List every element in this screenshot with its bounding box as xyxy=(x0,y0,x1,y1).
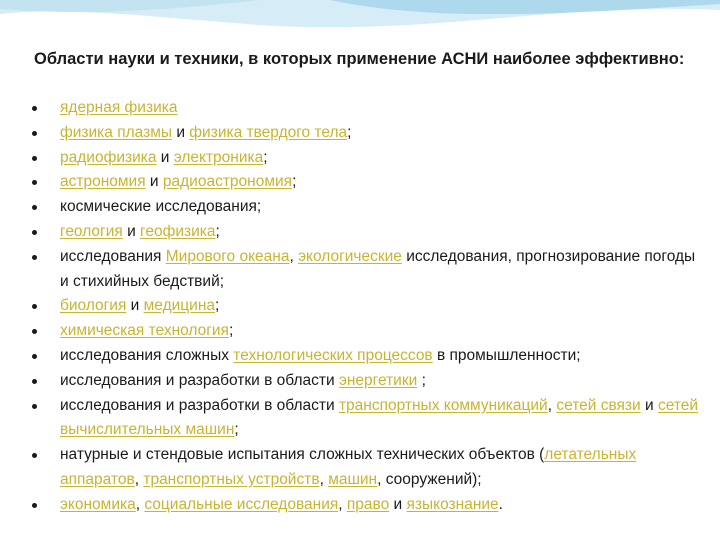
topic-link[interactable]: транспортных устройств xyxy=(143,470,320,488)
list-item xyxy=(32,294,702,319)
item-text: и xyxy=(122,222,141,240)
bullet-icon xyxy=(32,354,37,359)
bullet-icon xyxy=(32,255,37,260)
topic-link[interactable]: право xyxy=(346,495,390,513)
bullet-icon xyxy=(32,230,37,235)
topic-link[interactable]: геофизика xyxy=(140,222,216,240)
item-text: космические исследования; xyxy=(60,198,262,216)
bullet-icon xyxy=(32,205,37,210)
item-text: исследования, прогнозирование погоды и стихийных бедствий; xyxy=(60,247,696,290)
list-item xyxy=(32,369,702,394)
item-text: ; xyxy=(215,297,220,315)
item-text: и xyxy=(172,123,190,141)
item-text: и xyxy=(126,297,144,315)
topic-link[interactable]: физика плазмы xyxy=(60,123,173,141)
list-item xyxy=(32,170,702,195)
item-text: ; xyxy=(417,371,426,389)
topic-link[interactable]: электроника xyxy=(173,148,264,166)
item-text: ; xyxy=(228,322,234,340)
topic-link[interactable]: технологических процессов xyxy=(233,346,433,364)
list-item xyxy=(32,121,702,146)
topic-link[interactable]: физика твердого тела xyxy=(189,123,348,141)
item-text: ; xyxy=(234,421,239,439)
bullet-icon xyxy=(32,379,37,384)
item-text: ; xyxy=(292,173,297,191)
topic-link[interactable]: экологические xyxy=(298,247,402,265)
list-item xyxy=(32,443,702,493)
topic-link[interactable]: медицина xyxy=(143,297,215,315)
bullet-icon xyxy=(32,304,37,309)
list-item xyxy=(32,319,702,344)
topic-link[interactable]: геология xyxy=(60,222,123,240)
topic-link[interactable]: языкознание xyxy=(406,495,499,513)
list-item xyxy=(32,146,702,171)
list-item xyxy=(32,195,702,220)
list-item xyxy=(32,493,702,518)
topic-link[interactable]: транспортных коммуникаций xyxy=(338,396,548,414)
bullet-icon xyxy=(32,329,37,334)
topic-link[interactable]: радиофизика xyxy=(60,148,157,166)
bullet-icon xyxy=(32,106,37,111)
list-item xyxy=(32,245,702,295)
item-text: ; xyxy=(347,123,352,141)
topic-link[interactable]: экономика xyxy=(60,495,136,513)
topic-link[interactable]: Мирового океана xyxy=(165,247,290,265)
list-item xyxy=(32,220,702,245)
item-text: , xyxy=(289,247,299,265)
bullet-icon xyxy=(32,404,37,409)
item-text: , xyxy=(547,396,557,414)
item-text: ; xyxy=(263,148,268,166)
topic-link[interactable]: машин xyxy=(328,470,378,488)
bullet-icon xyxy=(32,156,37,161)
bullet-icon xyxy=(32,503,37,508)
item-text: , xyxy=(338,495,347,513)
item-text: исследования и разработки в области xyxy=(60,396,339,414)
item-text: исследования и разработки в области xyxy=(60,371,339,389)
bullet-icon xyxy=(32,453,37,458)
topic-link[interactable]: химическая технология xyxy=(60,322,229,340)
item-text: и xyxy=(145,173,163,191)
topic-link[interactable]: энергетики xyxy=(338,371,418,389)
item-text: исследования сложных xyxy=(60,346,234,364)
topic-link[interactable]: биология xyxy=(60,297,127,315)
decorative-wave xyxy=(0,0,720,40)
bullet-icon xyxy=(32,180,37,185)
list-item xyxy=(32,394,702,444)
topics-list xyxy=(32,96,702,518)
item-text: , xyxy=(134,470,144,488)
item-text: исследования xyxy=(60,247,166,265)
item-text: и xyxy=(156,148,174,166)
topic-link[interactable]: сетей связи xyxy=(556,396,641,414)
topic-link[interactable]: социальные исследования xyxy=(144,495,339,513)
item-text: , xyxy=(319,470,329,488)
list-item xyxy=(32,344,702,369)
topic-link[interactable]: летательных аппаратов xyxy=(60,446,637,488)
item-text: ; xyxy=(215,222,220,240)
topic-link[interactable]: ядерная физика xyxy=(60,99,178,116)
item-text: . xyxy=(498,495,503,513)
topic-link[interactable]: сетей вычислительных машин xyxy=(60,396,699,439)
item-text: в промышленности; xyxy=(432,346,581,364)
item-text: и xyxy=(640,396,658,414)
item-text: , сооружений); xyxy=(377,470,482,488)
slide-title: Области науки и техники, в которых применение АСНИ наиболее эффективно: xyxy=(34,50,685,68)
item-text: и xyxy=(389,495,407,513)
item-text: натурные и стендовые испытания сложных технических объектов ( xyxy=(60,446,545,464)
bullet-icon xyxy=(32,131,37,136)
list-item xyxy=(32,96,702,121)
topic-link[interactable]: астрономия xyxy=(60,173,146,191)
item-text: , xyxy=(135,495,145,513)
topic-link[interactable]: радиоастрономия xyxy=(162,173,293,191)
